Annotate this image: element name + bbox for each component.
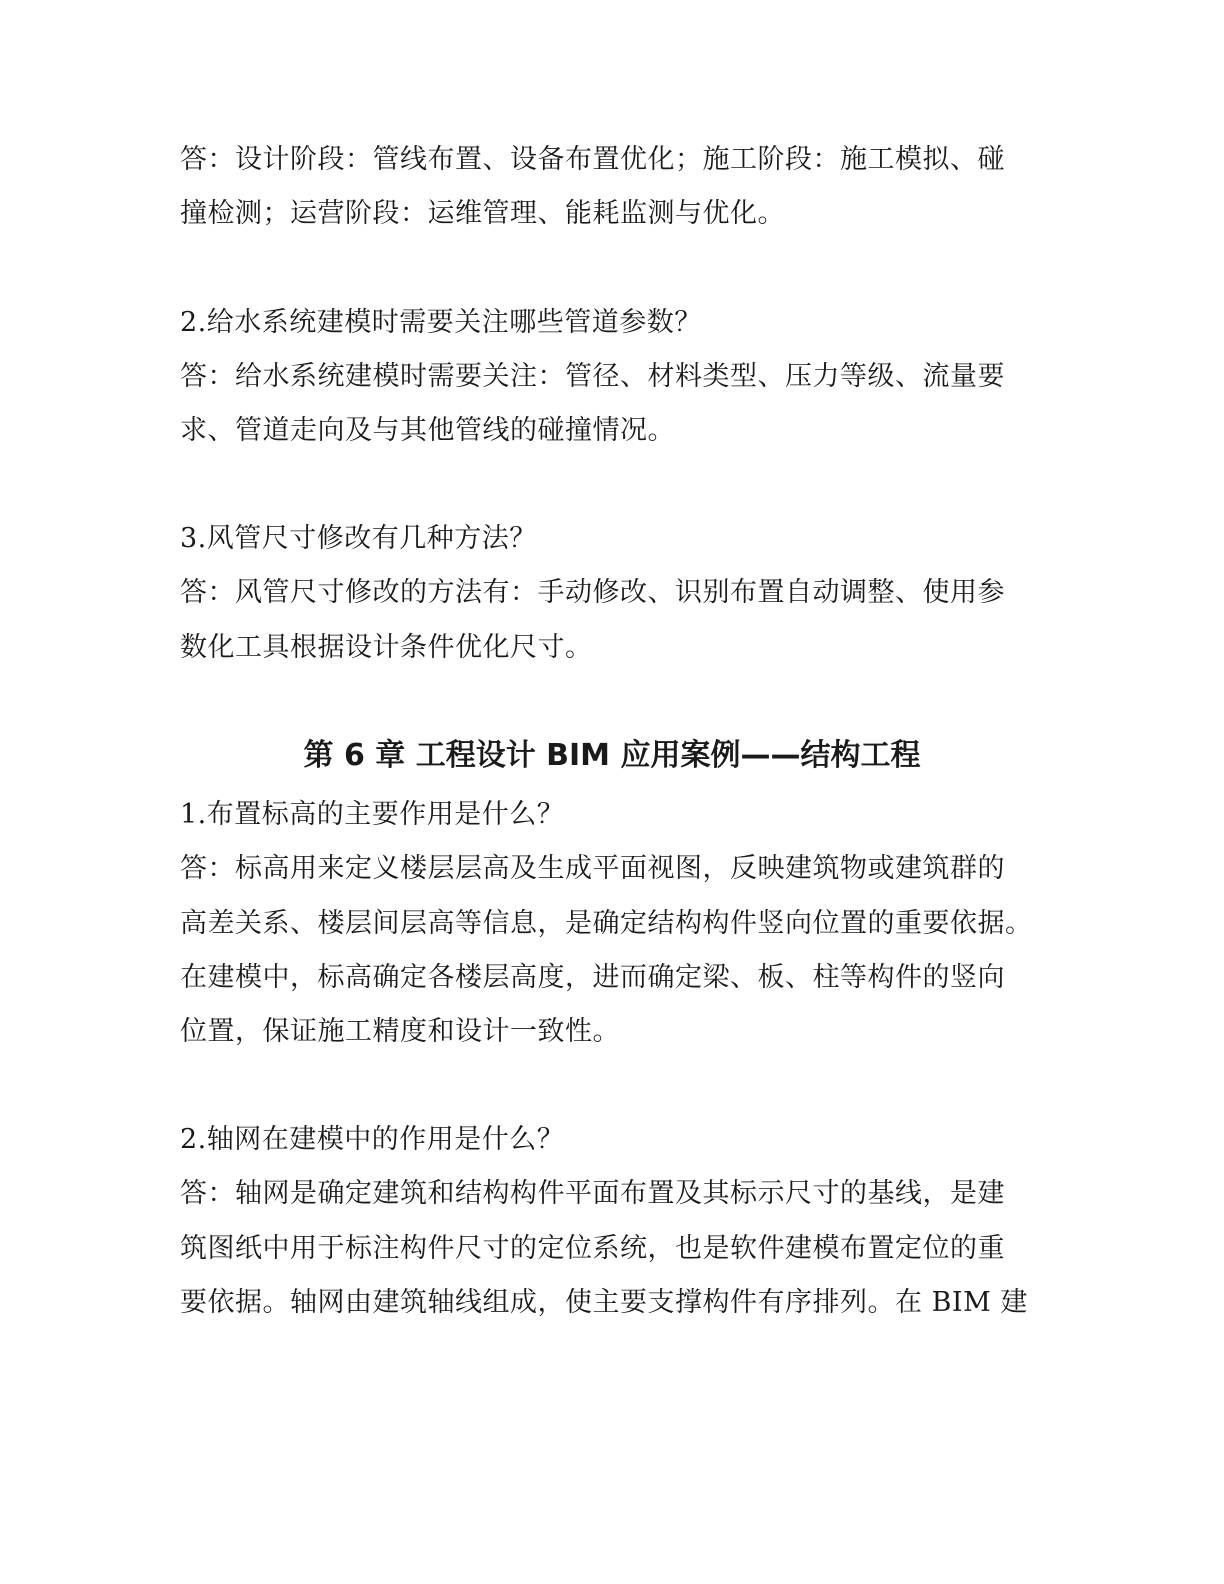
question-line: 1.布置标高的主要作用是什么？ [180,799,565,830]
answer-line: 在建模中，标高确定各楼层高度，进而确定梁、板、柱等构件的竖向 [180,962,1005,993]
answer-line: 答：轴网是确定建筑和结构构件平面布置及其标示尺寸的基线，是建 [180,1178,1005,1209]
answer-line: 位置，保证施工精度和设计一致性。 [180,1016,620,1047]
answer-line: 答：设计阶段：管线布置、设备布置优化；施工阶段：施工模拟、碰 [180,144,1005,175]
answer-line: 求、管道走向及与其他管线的碰撞情况。 [180,415,675,446]
answer-line: 答：风管尺寸修改的方法有：手动修改、识别布置自动调整、使用参 [180,577,1005,608]
answer-line: 答：给水系统建模时需要关注：管径、材料类型、压力等级、流量要 [180,361,1005,392]
answer-line: 高差关系、楼层间层高等信息，是确定结构构件竖向位置的重要依据。 [180,908,1033,939]
question-line: 3.风管尺寸修改有几种方法？ [180,523,537,554]
question-line: 2.给水系统建模时需要关注哪些管道参数？ [180,307,702,338]
chapter-heading: 第 6 章 工程设计 BIM 应用案例——结构工程 [303,738,921,773]
answer-line: 筑图纸中用于标注构件尺寸的定位系统，也是软件建模布置定位的重 [180,1233,1005,1264]
answer-line: 要依据。轴网由建筑轴线组成，使主要支撑构件有序排列。在 BIM 建 [180,1287,1028,1318]
answer-line: 撞检测；运营阶段：运维管理、能耗监测与优化。 [180,198,785,229]
answer-line: 数化工具根据设计条件优化尺寸。 [180,632,593,663]
answer-line: 答：标高用来定义楼层层高及生成平面视图，反映建筑物或建筑群的 [180,853,1005,884]
question-line: 2.轴网在建模中的作用是什么？ [180,1124,565,1155]
